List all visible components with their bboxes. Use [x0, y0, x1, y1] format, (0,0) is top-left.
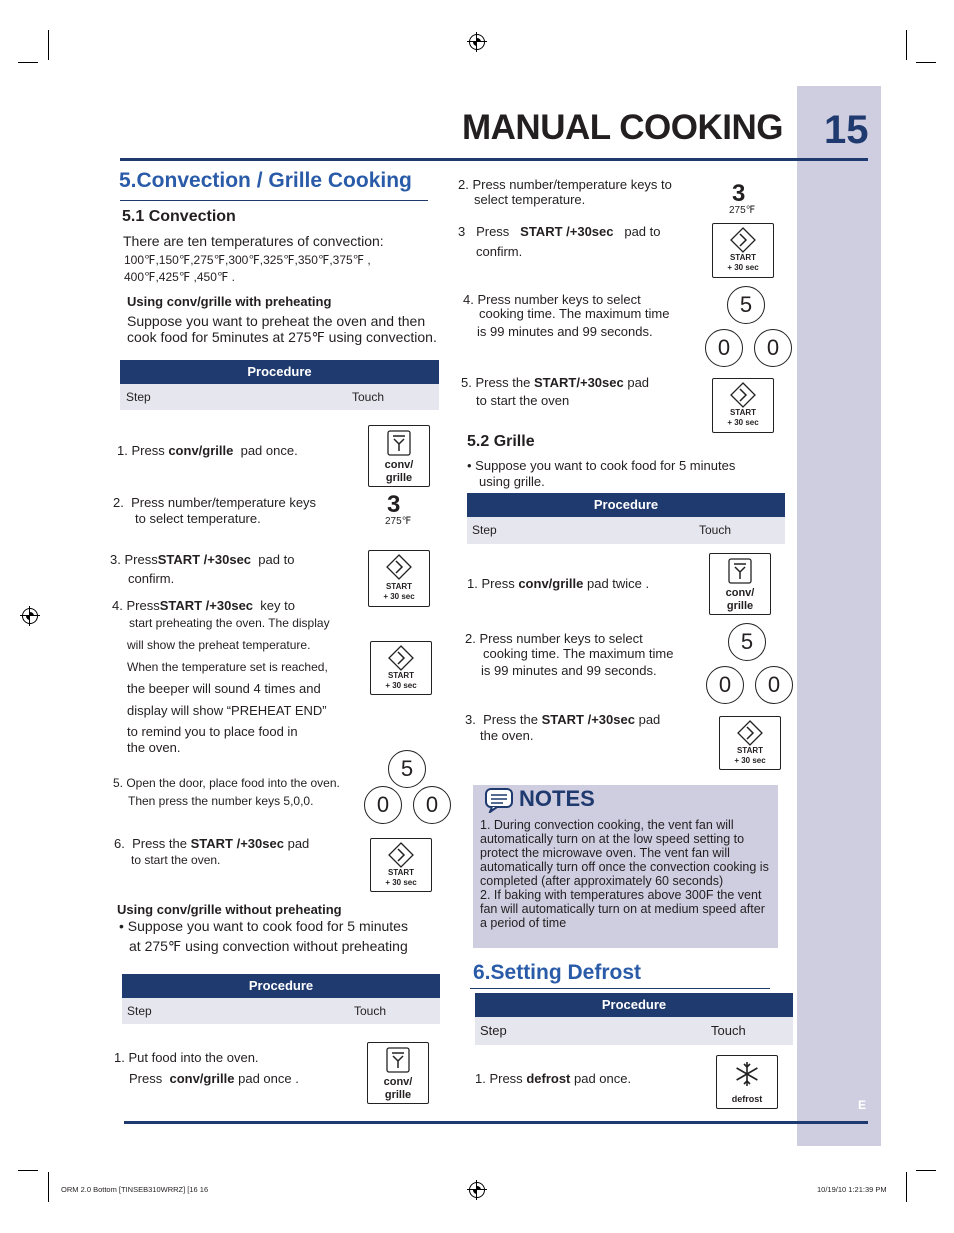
- conv-grille-icon: [387, 430, 411, 456]
- right-step4-line3: is 99 minutes and 99 seconds.: [477, 324, 653, 339]
- footer-left: ORM 2.0 Bottom [TINSEB310WRRZ] [16 16: [61, 1185, 209, 1194]
- preheat-desc2: cook food for 5minutes at 275℉ using convection.: [127, 329, 437, 345]
- number-key-5[interactable]: 5: [728, 623, 766, 661]
- display-digit: 3: [387, 491, 401, 518]
- header-rule: [120, 158, 868, 161]
- registration-mark-icon: [469, 1182, 485, 1198]
- registration-mark-icon: [22, 608, 38, 624]
- section5-title: 5.Convection / Grille Cooking: [119, 169, 412, 192]
- preheat-desc1: Suppose you want to preheat the oven and then: [127, 313, 426, 329]
- step-col: Step: [480, 1023, 507, 1038]
- step2-text2: to select temperature.: [135, 511, 261, 526]
- crop-mark: [48, 1172, 49, 1202]
- crop-mark: [906, 30, 907, 60]
- right-step5-line2: to start the oven: [476, 393, 570, 408]
- step5-line2: Then press the number keys 5,0,0.: [128, 794, 314, 808]
- start-key[interactable]: START + 30 sec: [712, 223, 774, 278]
- page-number: 15: [824, 108, 869, 152]
- touch-col: Touch: [354, 1004, 387, 1018]
- procedure-header: Procedure: [122, 974, 440, 998]
- right-step3-line1: 3 Press START /+30sec pad to: [458, 224, 661, 239]
- right-step5-line1: 5. Press the START/+30sec pad: [461, 375, 650, 390]
- convection-intro: There are ten temperatures of convection:: [123, 233, 384, 249]
- grille-subtitle: 5.2 Grille: [467, 433, 535, 450]
- touch-col: Touch: [352, 390, 385, 404]
- step4-line7: to remind you to place food in: [127, 724, 298, 739]
- step5-line1: 5. Open the door, place food into the oven.: [113, 776, 340, 790]
- step4-line5: the beeper will sound 4 times and: [127, 681, 321, 696]
- section6-title: 6.Setting Defrost: [473, 961, 642, 984]
- registration-mark-icon: [469, 34, 485, 50]
- start-diamond-icon: [388, 645, 414, 671]
- step6-line2: to start the oven.: [131, 853, 221, 867]
- touch-col: Touch: [699, 523, 732, 537]
- procedure-header: Procedure: [475, 993, 793, 1017]
- grille-step2-line3: is 99 minutes and 99 seconds.: [481, 663, 657, 678]
- step4-text: 4. PressSTART /+30sec key to: [112, 598, 295, 613]
- procedure-header: Procedure: [120, 360, 439, 384]
- number-key-0[interactable]: 0: [364, 786, 402, 824]
- touch-col: Touch: [711, 1023, 746, 1038]
- notes-title: NOTES: [519, 786, 595, 811]
- nopreheat-line1: • Suppose you want to cook food for 5 minutes: [119, 918, 408, 934]
- grille-step3-line2: the oven.: [480, 728, 534, 743]
- section5-rule: [120, 200, 428, 201]
- right-step2-line2: select temperature.: [474, 192, 586, 207]
- conv-grille-icon: [386, 1047, 410, 1073]
- defrost-step1-text: 1. Press defrost pad once.: [475, 1071, 632, 1086]
- convection-subtitle: 5.1 Convection: [122, 208, 236, 225]
- defrost-key[interactable]: defrost: [716, 1055, 778, 1109]
- crop-mark: [916, 1170, 936, 1171]
- start-diamond-icon: [730, 227, 756, 253]
- nopre-step1-line2: Press conv/grille pad once .: [129, 1071, 299, 1086]
- procedure-columns: [475, 1017, 793, 1045]
- start-key[interactable]: START + 30 sec: [370, 838, 432, 892]
- start-diamond-icon: [386, 554, 412, 580]
- number-key-0[interactable]: 0: [755, 666, 793, 704]
- nopreheat-line2: at 275℉ using convection without preheating: [129, 938, 408, 954]
- number-key-0[interactable]: 0: [706, 666, 744, 704]
- nopreheat-heading: Using conv/grille without preheating: [117, 902, 342, 917]
- step4-line3: will show the preheat temperature.: [127, 638, 311, 652]
- procedure-header: Procedure: [467, 493, 785, 517]
- step3-text: 3. PressSTART /+30sec pad to: [110, 552, 295, 567]
- crop-mark: [18, 62, 38, 63]
- step4-line2: start preheating the oven. The display: [129, 616, 330, 630]
- step-col: Step: [127, 1004, 152, 1018]
- section6-rule: [470, 988, 770, 989]
- notes-box: [473, 785, 778, 948]
- conv-grille-key[interactable]: conv/ grille: [709, 553, 771, 615]
- page-title: MANUAL COOKING: [462, 108, 783, 147]
- temps-line2: 400℉,425℉ ,450℉ .: [124, 270, 235, 284]
- grille-line2: using grille.: [479, 474, 545, 489]
- crop-mark: [18, 1170, 38, 1171]
- step4-line8: the oven.: [127, 740, 181, 755]
- number-key-0[interactable]: 0: [705, 329, 743, 367]
- crop-mark: [48, 30, 49, 60]
- display-temp: 275℉: [385, 516, 412, 527]
- footer-right: 10/19/10 1:21:39 PM: [817, 1185, 887, 1194]
- nopre-step1-line1: 1. Put food into the oven.: [114, 1050, 259, 1065]
- start-diamond-icon: [730, 382, 756, 408]
- grille-step1-text: 1. Press conv/grille pad twice .: [467, 576, 650, 591]
- start-key[interactable]: START + 30 sec: [712, 378, 774, 433]
- start-diamond-icon: [737, 720, 763, 746]
- step4-line4: When the temperature set is reached,: [127, 660, 328, 674]
- procedure-columns: [120, 384, 439, 410]
- procedure-columns: [122, 998, 440, 1024]
- side-letter: E: [858, 1098, 867, 1112]
- number-key-5[interactable]: 5: [388, 750, 426, 788]
- start-key[interactable]: START + 30 sec: [370, 641, 432, 695]
- right-step3-line2: confirm.: [476, 244, 523, 259]
- display-temp: 275℉: [729, 205, 756, 216]
- notes-body: 1. During convection cooking, the vent fan will automatically turn on at the low speed setting to protect the microwave oven. The vent fan will automatically turn off once the convection cooking is completed (after approximately 60 seconds) 2. If baking with temperatures above 300F the vent fan will automatically turn on at medium speed after a period of time: [480, 818, 769, 930]
- step-col: Step: [472, 523, 497, 537]
- snowflake-icon: [734, 1061, 760, 1087]
- conv-grille-icon: [728, 558, 752, 584]
- grille-step2-line2: cooking time. The maximum time: [483, 646, 674, 661]
- step3-text2: confirm.: [128, 571, 175, 586]
- crop-mark: [916, 62, 936, 63]
- sidebar-band: [797, 86, 881, 1146]
- display-digit: 3: [732, 180, 746, 207]
- number-key-0[interactable]: 0: [413, 786, 451, 824]
- step1-text: 1. Press conv/grille pad once.: [117, 443, 298, 458]
- right-step4-line1: 4. Press number keys to select: [463, 292, 641, 307]
- crop-mark: [906, 1172, 907, 1202]
- step4-line6: display will show “PREHEAT END”: [127, 703, 327, 718]
- number-key-0[interactable]: 0: [754, 329, 792, 367]
- start-key[interactable]: START + 30 sec: [368, 550, 430, 607]
- number-key-5[interactable]: 5: [727, 286, 765, 324]
- procedure-columns: [467, 517, 785, 544]
- conv-grille-key[interactable]: conv/ grille: [368, 425, 430, 487]
- preheat-heading: Using conv/grille with preheating: [127, 294, 332, 309]
- grille-step3-line1: 3. Press the START /+30sec pad: [465, 712, 661, 727]
- grille-line1: • Suppose you want to cook food for 5 minutes: [467, 458, 736, 473]
- start-key[interactable]: START + 30 sec: [719, 716, 781, 770]
- footer-rule: [124, 1121, 868, 1124]
- step-col: Step: [126, 390, 151, 404]
- right-step2-line1: 2. Press number/temperature keys to: [458, 177, 672, 192]
- step6-text: 6. Press the START /+30sec pad: [114, 836, 310, 851]
- start-diamond-icon: [388, 842, 414, 868]
- conv-grille-key[interactable]: conv/ grille: [367, 1042, 429, 1104]
- temps-line1: 100℉,150℉,275℉,300℉,325℉,350℉,375℉ ,: [124, 253, 371, 267]
- right-step4-line2: cooking time. The maximum time: [479, 306, 670, 321]
- grille-step2-line1: 2. Press number keys to select: [465, 631, 643, 646]
- step2-text: 2. Press number/temperature keys: [113, 495, 317, 510]
- notes-icon: [484, 787, 514, 813]
